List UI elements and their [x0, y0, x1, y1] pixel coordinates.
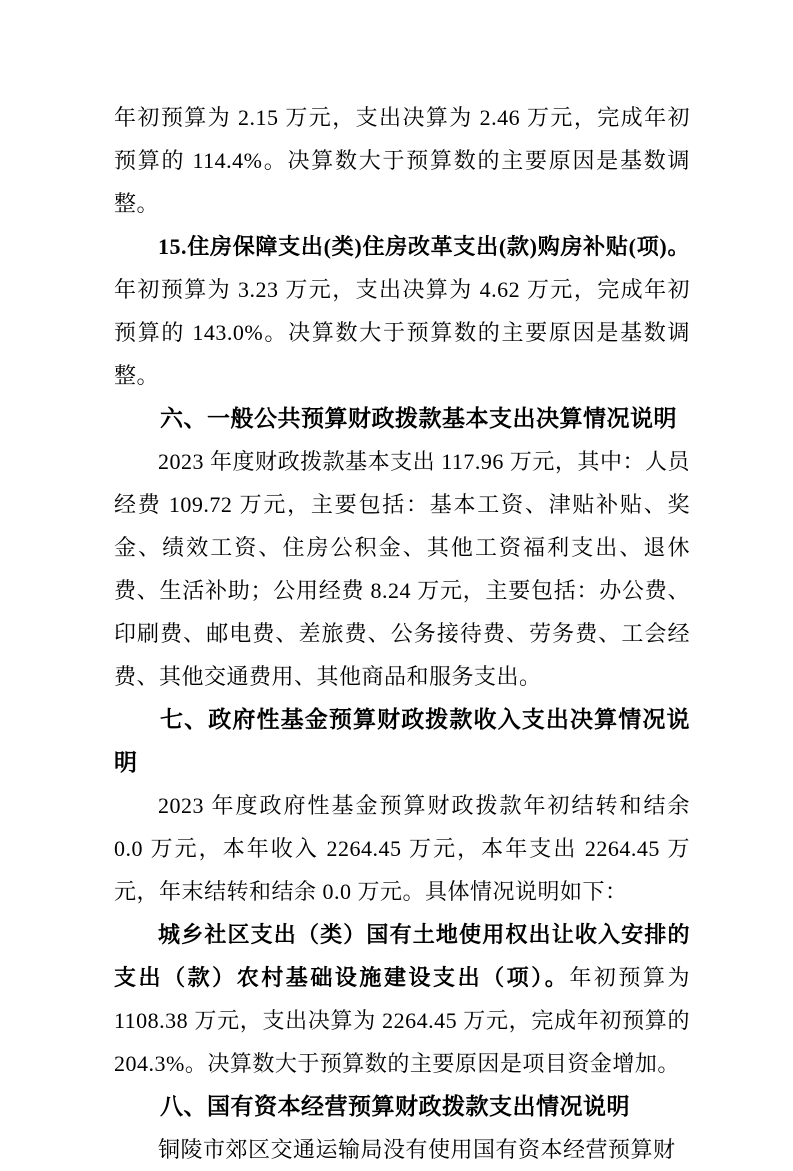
section-heading-8 — [114, 1085, 690, 1128]
heading-text: 八、国有资本经营预算财政拨款支出情况说明 — [160, 1093, 630, 1119]
paragraph-lead: 城乡社区支出（类）国有土地使用权出让收入安排的支出（款）农村基础设施建设支出（项）。 — [114, 922, 690, 990]
paragraph-government-fund — [114, 784, 690, 913]
heading-text: 七、政府性基金预算财政拨款收入支出决算情况说明 — [114, 706, 690, 775]
paragraph-text: 2023 年度财政拨款基本支出 117.96 万元，其中：人员经费 109.72 万元，主要包括：基本工资、津贴补贴、奖金、绩效工资、住房公积金、其他工资福利支出、退休费、生活补助；公用经费 8.24 万元，主要包括：办公费、印刷费、邮电费、差旅费、公务接待费、劳务费、工会经费、其他交通费用、其他商品和服务支出。 — [114, 449, 690, 689]
document-body — [114, 96, 690, 1171]
section-heading-7 — [114, 698, 690, 784]
paragraph-text: 年初预算为 2.15 万元，支出决算为 2.46 万元，完成年初预算的 114.4%。决算数大于预算数的主要原因是基数调整。 — [114, 105, 690, 216]
paragraph-urban-rural-community — [114, 913, 690, 1085]
paragraph-text: 年初预算为 1108.38 万元，支出决算为 2264.45 万元，完成年初预算的 204.3%。决算数大于预算数的主要原因是项目资金增加。 — [114, 965, 690, 1076]
paragraph-text: 年初预算为 3.23 万元，支出决算为 4.62 万元，完成年初预算的 143.0%。决算数大于预算数的主要原因是基数调整。 — [114, 277, 690, 388]
paragraph-item15 — [114, 225, 690, 397]
paragraph-lead: 15.住房保障支出(类)住房改革支出(款)购房补贴(项)。 — [158, 234, 690, 259]
paragraph-item14-continuation — [114, 96, 690, 225]
paragraph-basic-expenditure — [114, 440, 690, 698]
paragraph-text: 2023 年度政府性基金预算财政拨款年初结转和结余 0.0 万元，本年收入 2264.45 万元，本年支出 2264.45 万元，年末结转和结余 0.0 万元。具体情况说明如下： — [114, 793, 690, 904]
paragraph-state-capital — [114, 1128, 690, 1171]
heading-text: 六、一般公共预算财政拨款基本支出决算情况说明 — [160, 405, 677, 431]
paragraph-text: 铜陵市郊区交通运输局没有使用国有资本经营预算财 — [158, 1137, 676, 1162]
section-heading-6 — [114, 397, 690, 440]
